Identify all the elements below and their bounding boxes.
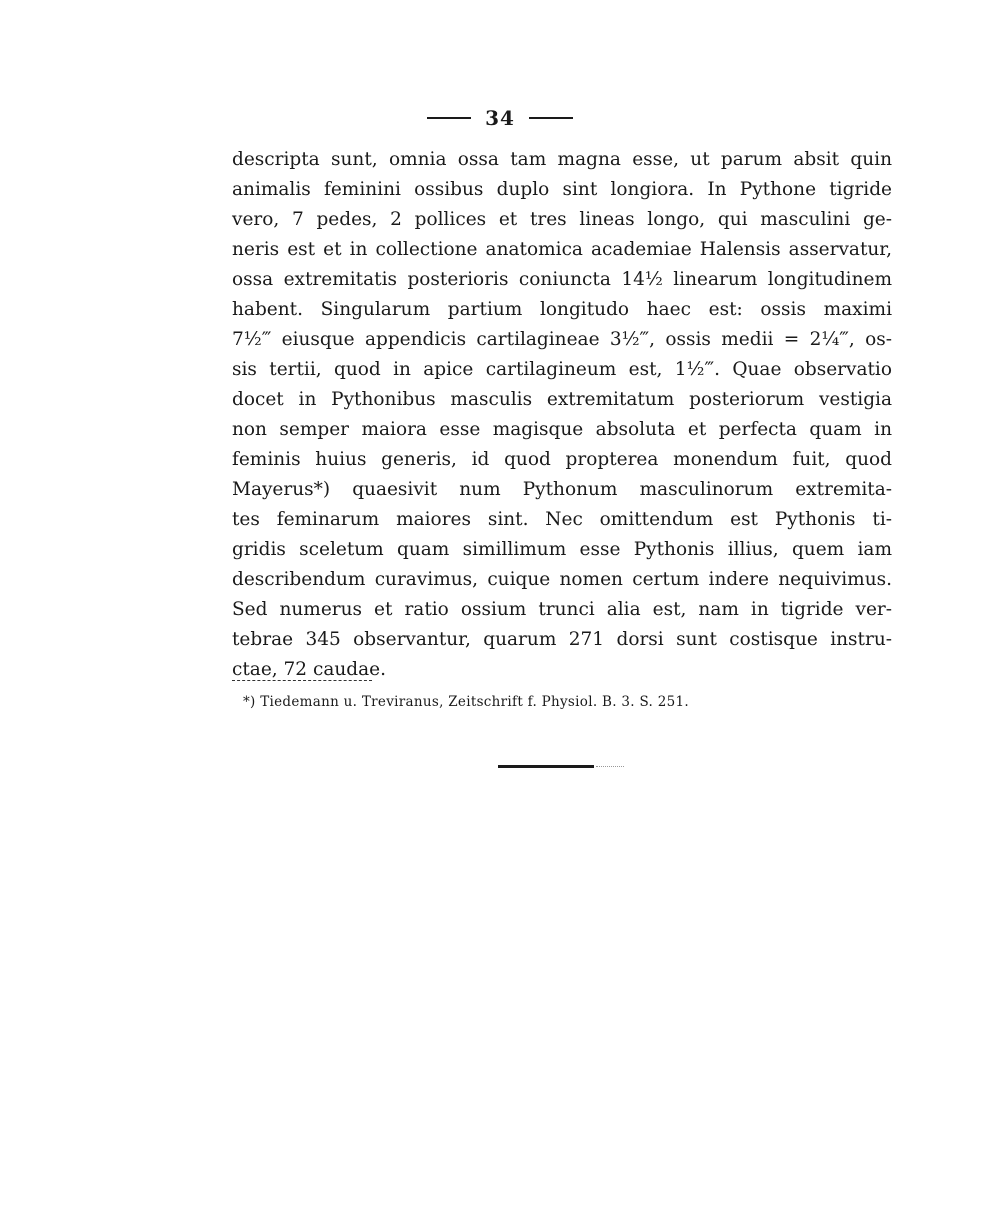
end-rule [498, 765, 594, 768]
text-line: 7½‴ eiusque appendicis cartilagineae 3½‴, ossis medii = 2¼‴, os- [232, 329, 892, 350]
text-line: tes feminarum maiores sint. Nec omittendum est Pythonis ti- [232, 509, 892, 530]
text-line: habent. Singularum partium longitudo haec est: ossis maximi [232, 299, 892, 320]
footnote: *) Tiedemann u. Treviranus, Zeitschrift f. Physiol. B. 3. S. 251. [243, 694, 689, 710]
text-line: non semper maiora esse magisque absoluta et perfecta quam in [232, 419, 892, 440]
text-line: tebrae 345 observantur, quarum 271 dorsi sunt costisque instru- [232, 629, 892, 650]
header-rule-left [427, 117, 471, 119]
text-line: vero, 7 pedes, 2 pollices et tres lineas longo, qui masculini ge- [232, 209, 892, 230]
text-line: Mayerus*) quaesivit num Pythonum masculinorum extremita- [232, 479, 892, 500]
text-line: Sed numerus et ratio ossium trunci alia est, nam in tigride ver- [232, 599, 892, 620]
text-line: describendum curavimus, cuique nomen certum indere nequivimus. [232, 569, 892, 590]
footnote-separator [232, 680, 372, 681]
text-line: neris est et in collectione anatomica academiae Halensis asservatur, [232, 239, 892, 260]
text-line: descripta sunt, omnia ossa tam magna esse, ut parum absit quin [232, 149, 892, 170]
text-line: ctae, 72 caudae. [232, 659, 386, 680]
page-number: 34 [485, 106, 515, 130]
text-line: sis tertii, quod in apice cartilagineum est, 1½‴. Quae observatio [232, 359, 892, 380]
text-line: gridis sceletum quam simillimum esse Pythonis illius, quem iam [232, 539, 892, 560]
page-header [0, 103, 1000, 133]
end-rule-tail [596, 766, 624, 767]
header-rule-right [529, 117, 573, 119]
text-line: animalis feminini ossibus duplo sint longiora. In Pythone tigride [232, 179, 892, 200]
text-line: ossa extremitatis posterioris coniuncta 14½ linearum longitudinem [232, 269, 892, 290]
text-line: docet in Pythonibus masculis extremitatum posteriorum vestigia [232, 389, 892, 410]
text-line: feminis huius generis, id quod propterea monendum fuit, quod [232, 449, 892, 470]
body-text [232, 145, 892, 685]
